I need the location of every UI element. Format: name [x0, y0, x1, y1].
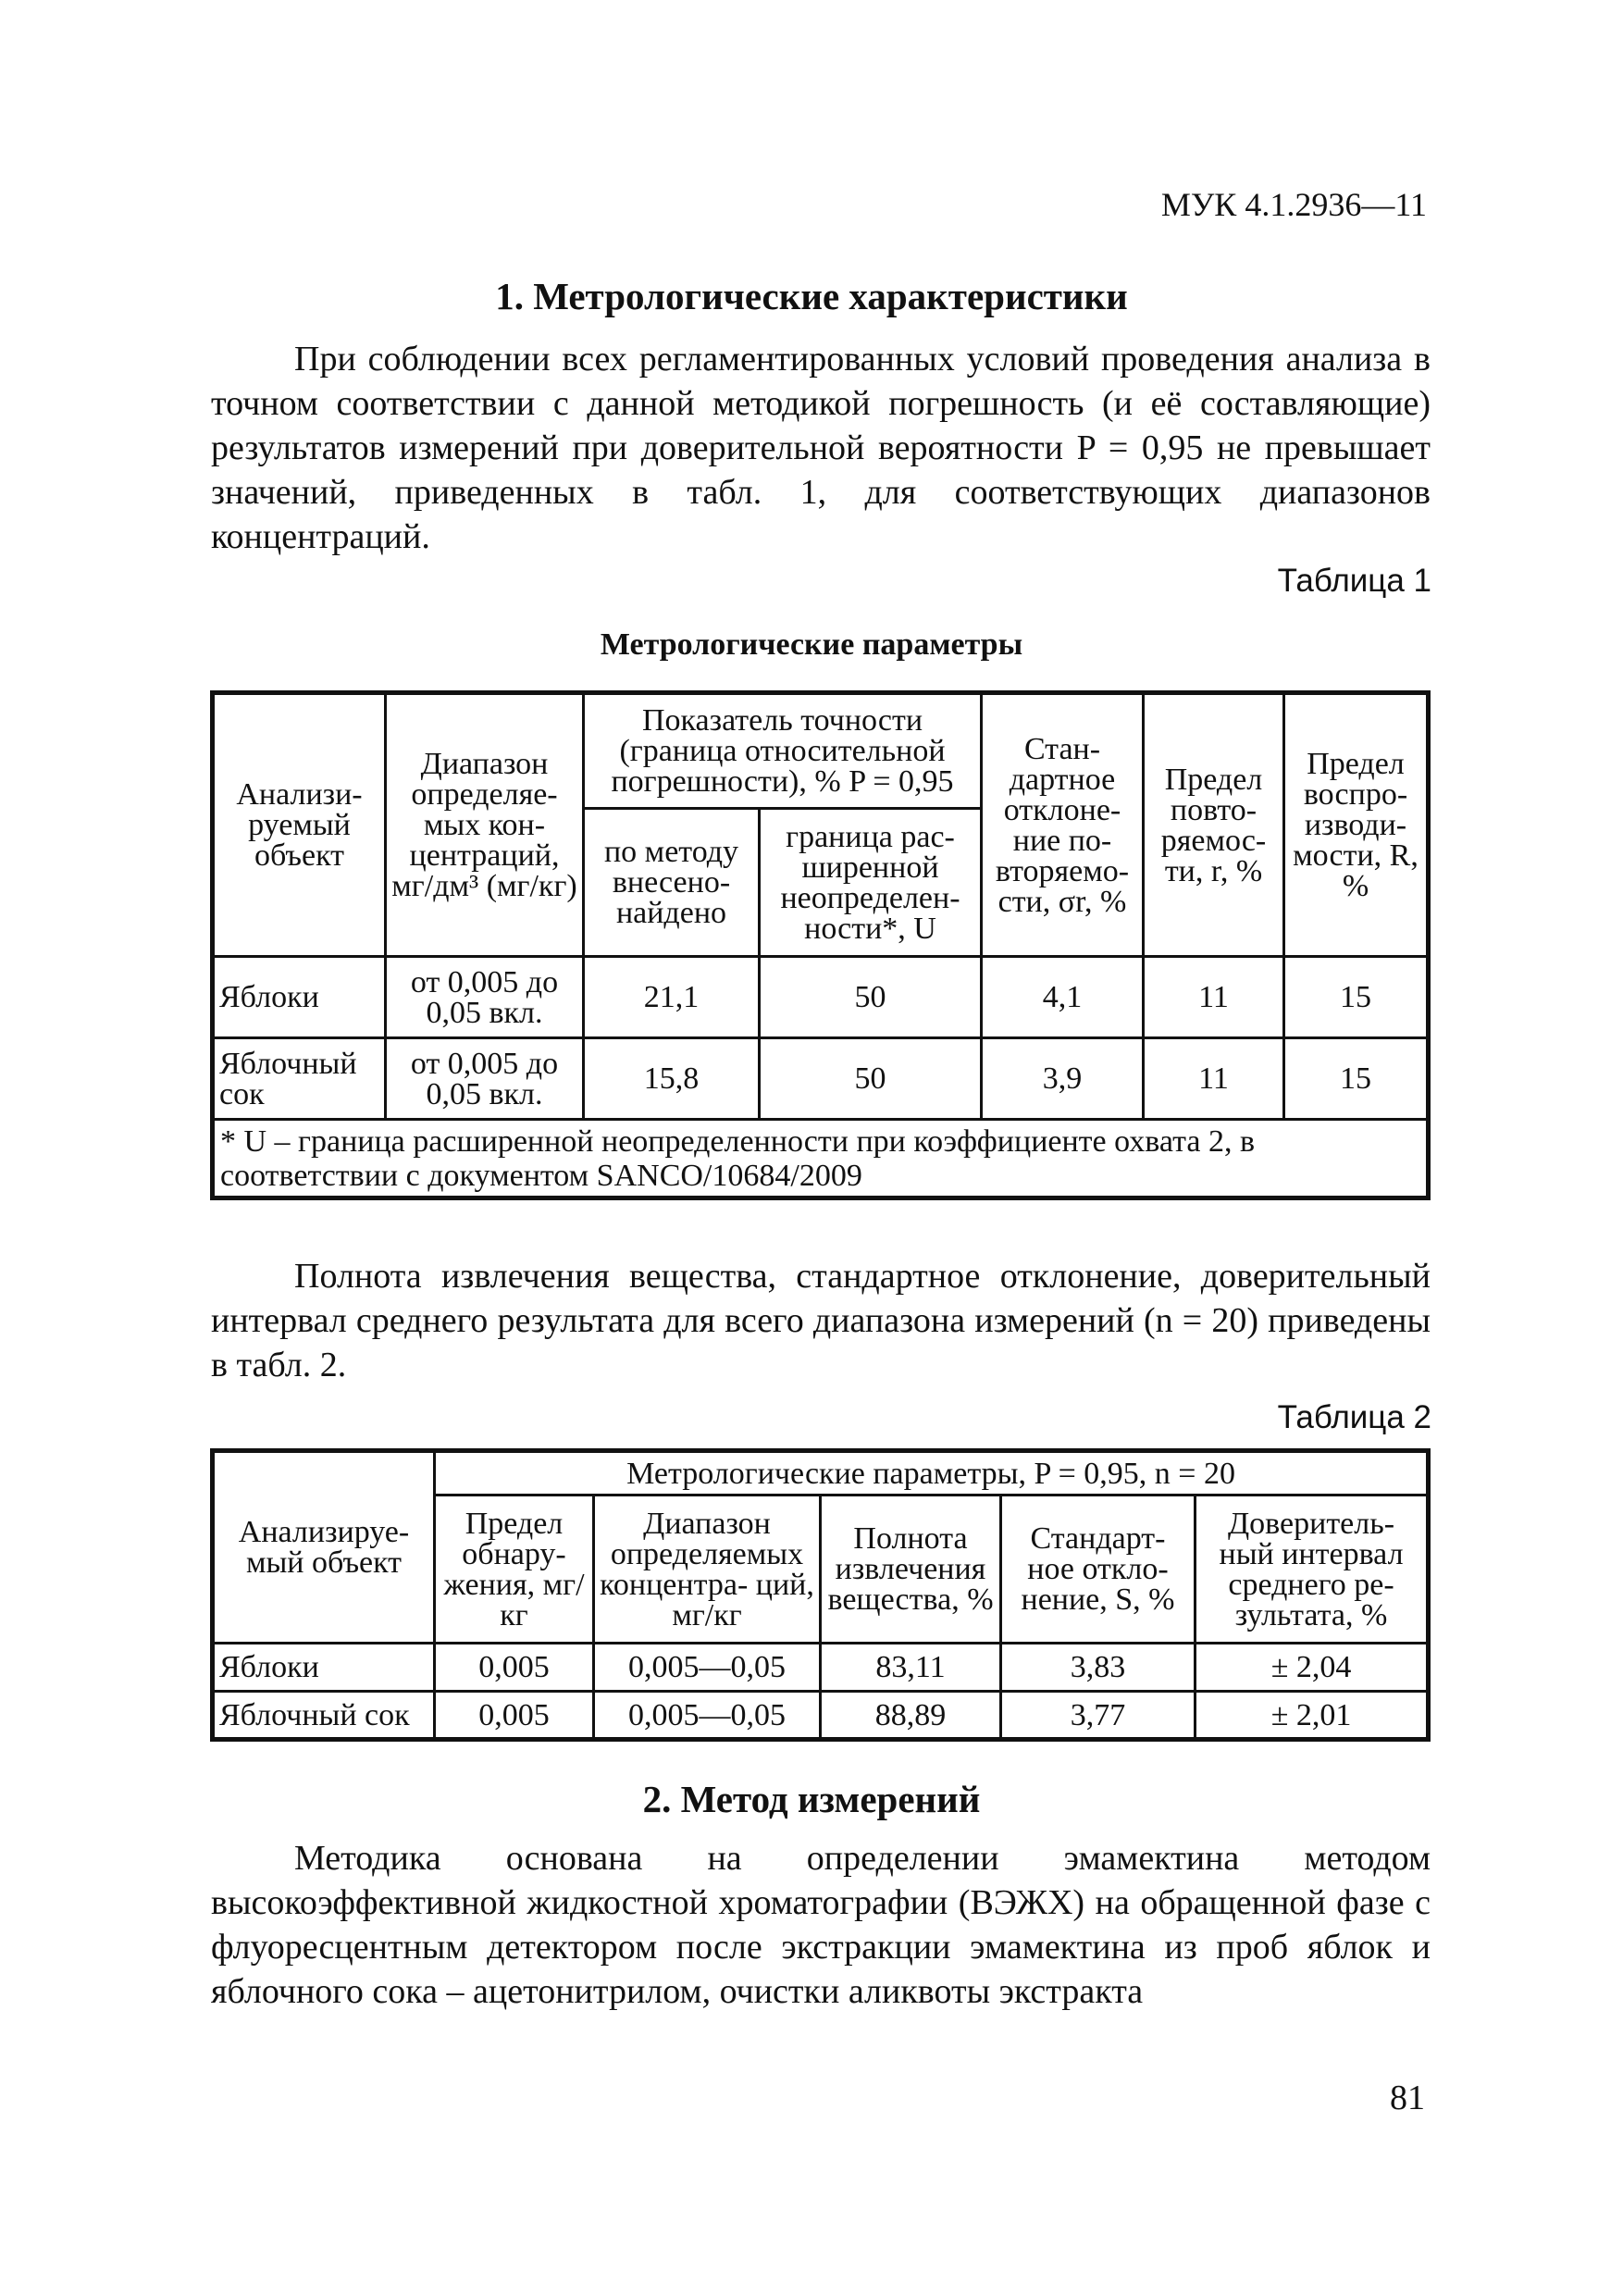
t1-cell-object: Яблочный сок: [213, 1038, 386, 1120]
t1-cell-sd: 3,9: [982, 1038, 1144, 1120]
t2-cell-sd: 3,83: [1001, 1644, 1196, 1692]
t1-header-uncertainty: граница рас- ширенной неопределен- ности*, U: [760, 809, 982, 957]
t2-cell-sd: 3,77: [1001, 1692, 1196, 1740]
t2-header-recovery: Полнота извлечения вещества, %: [821, 1496, 1001, 1644]
table1: [210, 690, 1431, 1200]
t1-cell-r: 11: [1144, 957, 1284, 1038]
t2-cell-range: 0,005—0,05: [594, 1644, 821, 1692]
t2-cell-object: Яблочный сок: [213, 1692, 435, 1740]
t1-cell-method: 21,1: [584, 957, 760, 1038]
t2-header-detection: Предел обнару- жения, мг/кг: [435, 1496, 594, 1644]
t2-header-sd: Стандарт- ное откло- нение, S, %: [1001, 1496, 1196, 1644]
t1-cell-method: 15,8: [584, 1038, 760, 1120]
section1-paragraph: При соблюдении всех регламентированных условий проведения анализа в точном соответствии с данной методикой погрешность (и её составляющие) результатов измерений при доверительной вероятности P = 0,95 не превышает значений, приведенных в табл. 1, для соответствующих диапазонов концентраций.: [211, 340, 1431, 556]
table-row: [213, 1038, 1429, 1120]
t1-cell-R: 15: [1284, 1038, 1429, 1120]
t1-footnote: * U – граница расширенной неопределенности при коэффициенте охвата 2, в соответствии с документом SANCO/10684/2009: [213, 1120, 1429, 1198]
t2-header-object: Анализируе- мый объект: [213, 1451, 435, 1644]
t2-cell-object: Яблоки: [213, 1644, 435, 1692]
t1-cell-object: Яблоки: [213, 957, 386, 1038]
t1-header-sd: Стан- дартное отклоне- ние по- вторяемо- сти, σr, %: [982, 693, 1144, 957]
section2-title: 2. Метод измерений: [642, 1778, 981, 1820]
section1-title: 1. Метрологические характеристики: [495, 275, 1128, 317]
t2-cell-detection: 0,005: [435, 1644, 594, 1692]
t2-cell-detection: 0,005: [435, 1692, 594, 1740]
table-row: [213, 1644, 1429, 1692]
t1-header-method: по методу внесено- найдено: [584, 809, 760, 957]
t2-header-group: Метрологические параметры, P = 0,95, n = 20: [435, 1451, 1429, 1496]
t1-cell-sd: 4,1: [982, 957, 1144, 1038]
page-number: 81: [1390, 2079, 1425, 2117]
t2-header-range: Диапазон определяемых концентра- ций, мг/кг: [594, 1496, 821, 1644]
t1-cell-uncertainty: 50: [760, 1038, 982, 1120]
t1-header-reproducibility: Предел воспро- изводи- мости, R, %: [1284, 693, 1429, 957]
t1-header-object: Анализи- руемый объект: [213, 693, 386, 957]
table-row: [213, 1692, 1429, 1740]
t1-header-repeatability: Предел повто- ряемос- ти, r, %: [1144, 693, 1284, 957]
t1-cell-range: от 0,005 до 0,05 вкл.: [386, 957, 584, 1038]
table2: [210, 1448, 1431, 1742]
table1-title: Метрологические параметры: [600, 627, 1023, 662]
table2-label: Таблица 2: [1277, 1399, 1431, 1435]
t1-header-range: Диапазон определяе- мых кон- центраций, мг/дм³ (мг/кг): [386, 693, 584, 957]
table-row: [213, 957, 1429, 1038]
paragraph2: Полнота извлечения вещества, стандартное отклонение, доверительный интервал среднего результата для всего диапазона измерений (n = 20) приведены в табл. 2.: [211, 1257, 1431, 1384]
document-code: МУК 4.1.2936—11: [1160, 186, 1427, 223]
table1-label: Таблица 1: [1277, 563, 1431, 599]
t1-cell-uncertainty: 50: [760, 957, 982, 1038]
t2-cell-ci: ± 2,01: [1196, 1692, 1429, 1740]
t1-header-accuracy: Показатель точности (граница относительной погрешности), % P = 0,95: [584, 693, 982, 809]
section2-paragraph: Методика основана на определении эмамектина методом высокоэффективной жидкостной хроматографии (ВЭЖХ) на обращенной фазе с флуоресцентным детектором после экстракции эмамектина из проб яблок и яблочного сока – ацетонитрилом, очистки аликвоты экстракта: [211, 1839, 1431, 2011]
t1-cell-r: 11: [1144, 1038, 1284, 1120]
t1-cell-range: от 0,005 до 0,05 вкл.: [386, 1038, 584, 1120]
t2-cell-range: 0,005—0,05: [594, 1692, 821, 1740]
t2-cell-ci: ± 2,04: [1196, 1644, 1429, 1692]
t1-cell-R: 15: [1284, 957, 1429, 1038]
t2-cell-recovery: 88,89: [821, 1692, 1001, 1740]
t2-cell-recovery: 83,11: [821, 1644, 1001, 1692]
t2-header-ci: Доверитель- ный интервал среднего ре- зультата, %: [1196, 1496, 1429, 1644]
